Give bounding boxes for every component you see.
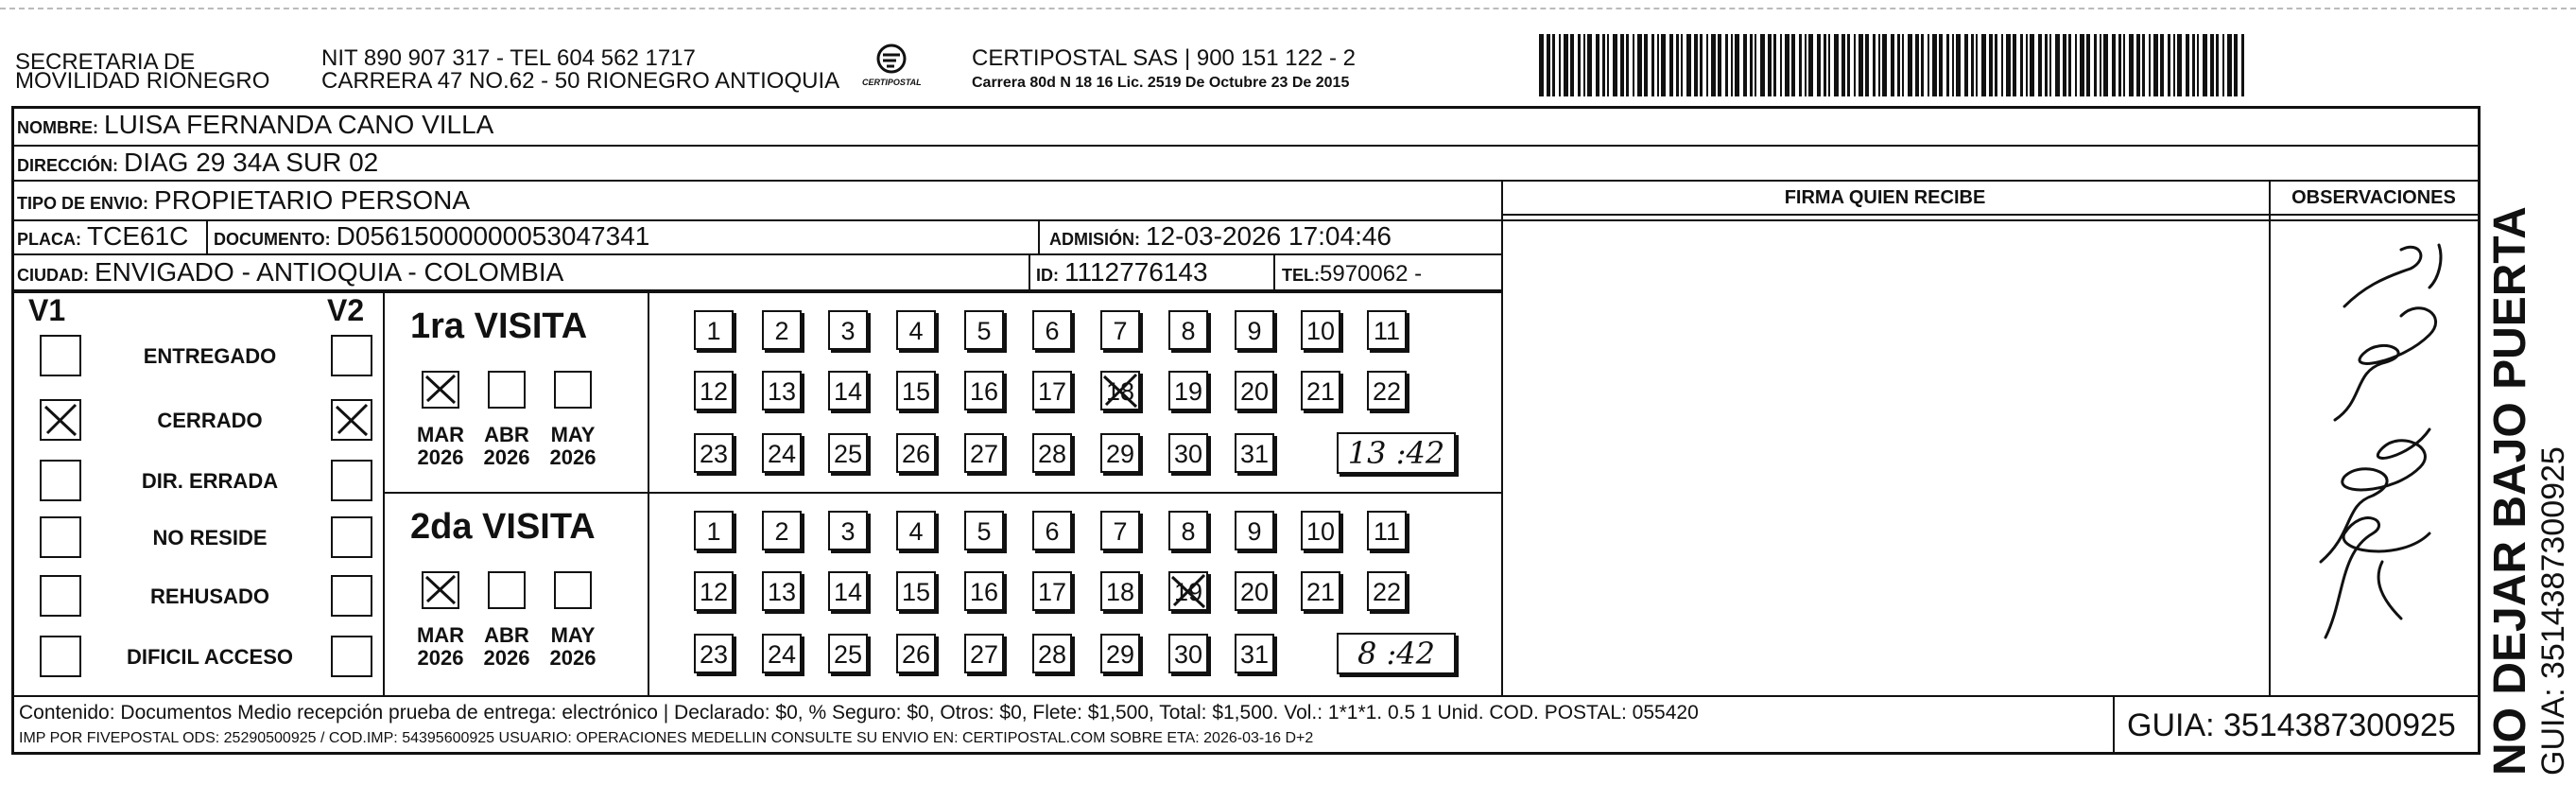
direccion-label: DIRECCIÓN: xyxy=(17,156,118,175)
barcode-bar xyxy=(1596,34,1599,96)
month-year: 2026 xyxy=(549,646,596,670)
barcode-bar xyxy=(2013,34,2016,96)
barcode-bar xyxy=(1700,34,1703,96)
barcode-bar xyxy=(1676,34,1679,96)
day-cell[interactable]: 30 xyxy=(1168,634,1208,673)
v2-header: V2 xyxy=(327,293,365,327)
barcode-bar xyxy=(1644,34,1648,96)
visit-title: 1ra VISITA xyxy=(410,306,588,346)
month-year: 2026 xyxy=(417,646,464,670)
day-cell[interactable]: 18 xyxy=(1100,571,1140,611)
day-cell[interactable]: 17 xyxy=(1032,371,1072,410)
day-cell[interactable]: 18 xyxy=(1100,371,1140,410)
barcode-bar xyxy=(1854,34,1856,96)
barcode-bar xyxy=(2168,34,2170,96)
day-cell[interactable]: 24 xyxy=(762,634,802,673)
day-cell[interactable]: 20 xyxy=(1235,371,1274,410)
barcode-bar xyxy=(2177,34,2182,96)
barcode-bar xyxy=(1564,34,1568,96)
barcode-bar xyxy=(1686,34,1691,96)
day-cell[interactable]: 14 xyxy=(828,371,868,410)
barcode-bar xyxy=(1976,34,1978,96)
day-cell[interactable]: 7 xyxy=(1100,511,1140,550)
barcode-bar xyxy=(2210,34,2214,96)
month-checkbox[interactable] xyxy=(554,571,592,609)
day-cell[interactable]: 4 xyxy=(896,310,936,350)
barcode-bar xyxy=(1661,34,1666,96)
barcode-bar xyxy=(1651,34,1654,96)
tel-label: TEL: xyxy=(1282,266,1320,285)
day-cell[interactable]: 31 xyxy=(1235,634,1274,673)
day-cell[interactable]: 27 xyxy=(964,433,1004,473)
barcode-bar xyxy=(1578,34,1581,96)
day-cell[interactable]: 20 xyxy=(1235,571,1274,611)
day-cell[interactable]: 12 xyxy=(694,571,734,611)
v2-checkbox[interactable] xyxy=(331,636,372,677)
day-cell[interactable]: 13 xyxy=(762,571,802,611)
barcode-bar xyxy=(2118,34,2121,96)
sender-nit: NIT 890 907 317 - TEL 604 562 1717 xyxy=(321,45,696,71)
day-cell[interactable]: 2 xyxy=(762,511,802,550)
visit-time[interactable]: 13 :42 xyxy=(1337,432,1456,474)
day-cell[interactable]: 19 xyxy=(1168,571,1208,611)
day-cell[interactable]: 28 xyxy=(1032,634,1072,673)
month-checkbox[interactable] xyxy=(422,371,459,409)
tel-value: 5970062 - xyxy=(1320,261,1423,287)
barcode-bar xyxy=(2153,34,2158,96)
day-cell[interactable]: 6 xyxy=(1032,310,1072,350)
day-cell[interactable]: 17 xyxy=(1032,571,1072,611)
barcode-bar xyxy=(1939,34,1943,96)
barcode-bar xyxy=(2216,34,2219,96)
day-cell[interactable]: 16 xyxy=(964,371,1004,410)
col-line-edge xyxy=(2479,145,2481,180)
day-cell[interactable]: 10 xyxy=(1301,511,1340,550)
month-label xyxy=(412,424,469,469)
certipostal-logo xyxy=(862,42,921,95)
v2-checkbox[interactable] xyxy=(331,399,372,441)
sender-name-line1: SECRETARIA DE xyxy=(15,49,196,75)
month-name: ABR xyxy=(484,623,529,647)
day-cell[interactable]: 23 xyxy=(694,634,734,673)
barcode-bar xyxy=(1755,34,1756,96)
status-label: REHUSADO xyxy=(150,584,269,608)
barcode-bar xyxy=(1539,34,1544,96)
barcode-bar xyxy=(1780,34,1782,96)
placa-label: PLACA: xyxy=(17,230,81,249)
barcode-bar xyxy=(1808,34,1813,96)
barcode-bar xyxy=(2049,34,2051,96)
month-checkbox[interactable] xyxy=(422,571,459,609)
day-cell[interactable]: 19 xyxy=(1168,371,1208,410)
month-checkbox[interactable] xyxy=(488,371,526,409)
tipo-envio-field xyxy=(17,185,470,218)
barcode-bar xyxy=(1706,34,1708,96)
barcode-bar xyxy=(1718,34,1721,96)
day-cell[interactable]: 4 xyxy=(896,511,936,550)
status-label: NO RESIDE xyxy=(152,526,268,550)
day-cell[interactable]: 30 xyxy=(1168,433,1208,473)
barcode-bar xyxy=(2086,34,2090,96)
col-header-line xyxy=(1501,214,2481,216)
barcode-bar xyxy=(1989,34,1993,96)
barcode-bar xyxy=(1657,34,1659,96)
barcode-bar xyxy=(1902,34,1904,96)
barcode-bar xyxy=(1873,34,1876,96)
day-cell[interactable]: 9 xyxy=(1235,310,1274,350)
month-label xyxy=(545,624,601,670)
barcode-bar xyxy=(1995,34,1997,96)
barcode-bar xyxy=(2112,34,2116,96)
cell-divider xyxy=(206,219,208,255)
month-name: ABR xyxy=(484,423,529,446)
day-cell[interactable]: 29 xyxy=(1100,634,1140,673)
barcode-bar xyxy=(2030,34,2034,96)
v1-checkbox[interactable] xyxy=(40,460,81,501)
barcode-bar xyxy=(1946,34,1949,96)
barcode-bar xyxy=(2068,34,2071,96)
side-label xyxy=(2486,113,2576,776)
barcode-bar xyxy=(2234,34,2238,96)
day-cell[interactable]: 5 xyxy=(964,511,1004,550)
day-cell[interactable]: 29 xyxy=(1100,433,1140,473)
day-cell[interactable]: 25 xyxy=(828,433,868,473)
barcode-bar xyxy=(1799,34,1802,96)
v2-checkbox[interactable] xyxy=(331,516,372,558)
status-label: ENTREGADO xyxy=(143,344,277,368)
ciudad-label: CIUDAD: xyxy=(17,266,89,285)
row-line xyxy=(11,145,2481,147)
day-cell[interactable]: 16 xyxy=(964,571,1004,611)
barcode-bar xyxy=(1620,34,1624,96)
day-cell[interactable]: 3 xyxy=(828,310,868,350)
day-cell[interactable]: 7 xyxy=(1100,310,1140,350)
barcode-bar xyxy=(1602,34,1605,96)
barcode-bar xyxy=(2055,34,2060,96)
row-line xyxy=(11,291,1503,293)
admision-label: ADMISIÓN: xyxy=(1049,230,1140,249)
barcode-bar xyxy=(1847,34,1850,96)
ciudad-value: ENVIGADO - ANTIOQUIA - COLOMBIA xyxy=(95,257,564,287)
footer-divider xyxy=(2113,695,2115,755)
direccion-value: DIAG 29 34A SUR 02 xyxy=(124,148,379,177)
barcode-bar xyxy=(1981,34,1986,96)
barcode-bar xyxy=(1956,34,1961,96)
month-label xyxy=(545,424,601,469)
barcode-bar xyxy=(1552,34,1555,96)
day-cell[interactable]: 24 xyxy=(762,433,802,473)
sender-name-line2: MOVILIDAD RIONEGRO xyxy=(15,68,270,94)
day-cross-mark xyxy=(1168,571,1208,611)
v1-checkbox[interactable] xyxy=(40,399,81,441)
barcode-bar xyxy=(2080,34,2084,96)
barcode-bar xyxy=(1952,34,1954,96)
v1-checkbox[interactable] xyxy=(40,516,81,558)
barcode-bar xyxy=(2094,34,2097,96)
barcode-bar xyxy=(1743,34,1747,96)
barcode-bar xyxy=(1547,34,1550,96)
nombre-value: LUISA FERNANDA CANO VILLA xyxy=(104,110,494,139)
admision-value: 12-03-2026 17:04:46 xyxy=(1146,221,1392,251)
barcode-bar xyxy=(2241,34,2244,96)
month-name: MAY xyxy=(550,423,596,446)
barcode-bar xyxy=(1928,34,1929,96)
day-cell[interactable]: 15 xyxy=(896,371,936,410)
barcode-bar xyxy=(1932,34,1937,96)
barcode-bar xyxy=(1915,34,1919,96)
day-cell[interactable]: 1 xyxy=(694,511,734,550)
barcode-bar xyxy=(1633,34,1634,96)
barcode-bar xyxy=(1891,34,1894,96)
barcode-bar xyxy=(1773,34,1776,96)
day-cell[interactable]: 21 xyxy=(1301,371,1340,410)
ciudad-field xyxy=(17,257,563,290)
day-cell[interactable]: 22 xyxy=(1367,371,1407,410)
carrier-address: Carrera 80d N 18 16 Lic. 2519 De Octubre 23 De 2015 xyxy=(972,75,1350,91)
barcode-bar xyxy=(2006,34,2011,96)
month-name: MAR xyxy=(416,623,465,647)
barcode-bar xyxy=(1824,34,1826,96)
barcode-bar xyxy=(1859,34,1863,96)
day-cell[interactable]: 15 xyxy=(896,571,936,611)
barcode-bar xyxy=(2100,34,2101,96)
no-dejar-warning: NO DEJAR BAJO PUERTA xyxy=(2485,206,2535,776)
day-cell[interactable]: 11 xyxy=(1367,511,1407,550)
barcode-bar xyxy=(1817,34,1821,96)
guia-number: GUIA: 3514387300925 xyxy=(2127,707,2456,743)
v2-checkbox[interactable] xyxy=(331,335,372,376)
v1-checkbox[interactable] xyxy=(40,335,81,376)
placa-field xyxy=(17,221,188,254)
month-year: 2026 xyxy=(483,445,530,469)
status-label: CERRADO xyxy=(157,409,263,432)
footer-imp: IMP POR FIVEPOSTAL ODS: 25290500925 / COD.IMP: 54395600925 USUARIO: OPERACIONES MEDELLIN CONSULTE SU ENVIO EN: CERTIPOSTAL.COM SOBRE ETA: 2026-03-16 D+2 xyxy=(19,730,1314,746)
direccion-field xyxy=(17,148,378,181)
barcode-bar xyxy=(1791,34,1795,96)
month-checkbox[interactable] xyxy=(488,571,526,609)
barcode-bar xyxy=(2020,34,2023,96)
barcode-bar xyxy=(1725,34,1728,96)
month-checkbox[interactable] xyxy=(554,371,592,409)
handwritten-signature xyxy=(2288,221,2467,685)
barcode-bar xyxy=(2222,34,2224,96)
barcode-bar xyxy=(1760,34,1765,96)
col-line-firma xyxy=(1501,180,1503,695)
barcode-bar xyxy=(2136,34,2140,96)
barcode-bar xyxy=(1694,34,1698,96)
v1-checkbox[interactable] xyxy=(40,575,81,617)
sender-address: CARRERA 47 NO.62 - 50 RIONEGRO ANTIOQUIA xyxy=(321,68,840,94)
logo-text: CERTIPOSTAL xyxy=(862,78,922,87)
nombre-field xyxy=(17,110,493,143)
day-cell[interactable]: 10 xyxy=(1301,310,1340,350)
admision-field xyxy=(1049,221,1392,254)
visit-time[interactable]: 8 :42 xyxy=(1337,633,1456,674)
nombre-label: NOMBRE: xyxy=(17,118,98,137)
month-label xyxy=(478,424,535,469)
barcode-bar xyxy=(1735,34,1739,96)
barcode-bar xyxy=(2203,34,2207,96)
tipo-envio-value: PROPIETARIO PERSONA xyxy=(154,185,471,215)
day-cell[interactable]: 21 xyxy=(1301,571,1340,611)
month-name: MAY xyxy=(550,623,596,647)
barcode-bar xyxy=(1681,34,1683,96)
day-cross-mark xyxy=(1100,371,1140,410)
barcode-bar xyxy=(2026,34,2028,96)
barcode-bar xyxy=(1626,34,1629,96)
day-cell[interactable]: 23 xyxy=(694,433,734,473)
barcode-bar xyxy=(1841,34,1845,96)
barcode-bar xyxy=(1878,34,1880,96)
barcode-bar xyxy=(2186,34,2189,96)
barcode-bar xyxy=(1964,34,1968,96)
barcode-bar xyxy=(2142,34,2145,96)
day-cell[interactable]: 1 xyxy=(694,310,734,350)
barcode-bar xyxy=(1897,34,1900,96)
day-cell[interactable]: 12 xyxy=(694,371,734,410)
cell-divider xyxy=(1038,219,1040,255)
firma-area xyxy=(1505,219,2267,692)
cell-divider xyxy=(1029,253,1030,291)
status-label: DIR. ERRADA xyxy=(141,469,279,493)
day-cell[interactable]: 8 xyxy=(1168,310,1208,350)
barcode-bar xyxy=(2227,34,2232,96)
barcode-bar xyxy=(2001,34,2003,96)
barcode xyxy=(1539,34,2250,96)
day-cell[interactable]: 31 xyxy=(1235,433,1274,473)
documento-field xyxy=(214,221,649,254)
day-cell[interactable]: 26 xyxy=(896,634,936,673)
day-cell[interactable]: 27 xyxy=(964,634,1004,673)
barcode-bar xyxy=(1731,34,1733,96)
documento-label: DOCUMENTO: xyxy=(214,230,331,249)
barcode-bar xyxy=(2129,34,2134,96)
barcode-bar xyxy=(1570,34,1574,96)
barcode-bar xyxy=(1768,34,1772,96)
month-label xyxy=(412,624,469,670)
day-cell[interactable]: 2 xyxy=(762,310,802,350)
id-label: ID: xyxy=(1036,266,1059,285)
barcode-bar xyxy=(1834,34,1839,96)
visit-title: 2da VISITA xyxy=(410,507,596,547)
day-cell[interactable]: 9 xyxy=(1235,511,1274,550)
barcode-bar xyxy=(1750,34,1753,96)
id-value: 1112776143 xyxy=(1064,257,1208,287)
tipo-envio-label: TIPO DE ENVIO: xyxy=(17,194,149,213)
documento-value: D05615000000053047341 xyxy=(336,221,650,251)
v2-checkbox[interactable] xyxy=(331,460,372,501)
day-cell[interactable]: 26 xyxy=(896,433,936,473)
day-cell[interactable]: 8 xyxy=(1168,511,1208,550)
footer-line xyxy=(11,695,2481,697)
barcode-bar xyxy=(1921,34,1924,96)
barcode-bar xyxy=(1785,34,1789,96)
month-year: 2026 xyxy=(483,646,530,670)
month-name: MAR xyxy=(416,423,465,446)
day-cell[interactable]: 5 xyxy=(964,310,1004,350)
barcode-bar xyxy=(2160,34,2164,96)
day-cell[interactable]: 25 xyxy=(828,634,868,673)
status-label: DIFICIL ACCESO xyxy=(126,645,293,669)
month-year: 2026 xyxy=(417,445,464,469)
barcode-bar xyxy=(1669,34,1673,96)
barcode-bar xyxy=(2103,34,2108,96)
barcode-bar xyxy=(1637,34,1642,96)
barcode-bar xyxy=(1828,34,1830,96)
cell-divider xyxy=(1273,253,1275,291)
col-line-obs xyxy=(2269,180,2271,695)
tel-field xyxy=(1282,259,1422,290)
month-label xyxy=(478,624,535,670)
v1-header: V1 xyxy=(28,293,66,327)
visit-separator xyxy=(383,492,1501,494)
barcode-bar xyxy=(2063,34,2066,96)
barcode-bar xyxy=(2197,34,2199,96)
barcode-bar xyxy=(2192,34,2195,96)
barcode-bar xyxy=(1711,34,1716,96)
barcode-bar xyxy=(1865,34,1869,96)
barcode-bar xyxy=(2149,34,2151,96)
day-cell[interactable]: 28 xyxy=(1032,433,1072,473)
barcode-bar xyxy=(1971,34,1974,96)
barcode-bar xyxy=(1587,34,1592,96)
day-cell[interactable]: 3 xyxy=(828,511,868,550)
barcode-bar xyxy=(1583,34,1585,96)
barcode-bar xyxy=(1559,34,1561,96)
row-line xyxy=(11,180,2481,182)
side-guia: GUIA: 3514387300925 xyxy=(2535,446,2571,776)
day-cell[interactable]: 6 xyxy=(1032,511,1072,550)
observaciones-header: OBSERVACIONES xyxy=(2291,187,2456,208)
barcode-bar xyxy=(1805,34,1807,96)
firma-header: FIRMA QUIEN RECIBE xyxy=(1784,187,1986,208)
id-field xyxy=(1036,257,1208,290)
day-cell[interactable]: 13 xyxy=(762,371,802,410)
barcode-bar xyxy=(1908,34,1912,96)
barcode-bar xyxy=(2123,34,2125,96)
day-cell[interactable]: 22 xyxy=(1367,571,1407,611)
carrier-name: CERTIPOSTAL SAS | 900 151 122 - 2 xyxy=(972,45,1356,71)
footer-content: Contenido: Documentos Medio recepción prueba de entrega: electrónico | Declarado: $0, % Seguro: $0, Otros: $0, Flete: $1,500, Total: $1,500. Vol.: 1*1*1. 0.5 1 Unid. COD. POSTAL: 055420 xyxy=(19,702,1699,724)
v1-checkbox[interactable] xyxy=(40,636,81,677)
top-edge xyxy=(0,8,2576,9)
barcode-bar xyxy=(2038,34,2042,96)
day-cell[interactable]: 14 xyxy=(828,571,868,611)
barcode-bar xyxy=(2075,34,2077,96)
placa-value: TCE61C xyxy=(87,221,189,251)
barcode-bar xyxy=(2045,34,2048,96)
day-cell[interactable]: 11 xyxy=(1367,310,1407,350)
barcode-bar xyxy=(2173,34,2175,96)
v2-checkbox[interactable] xyxy=(331,575,372,617)
barcode-bar xyxy=(1607,34,1609,96)
month-year: 2026 xyxy=(549,445,596,469)
barcode-bar xyxy=(1882,34,1887,96)
barcode-bar xyxy=(1613,34,1617,96)
